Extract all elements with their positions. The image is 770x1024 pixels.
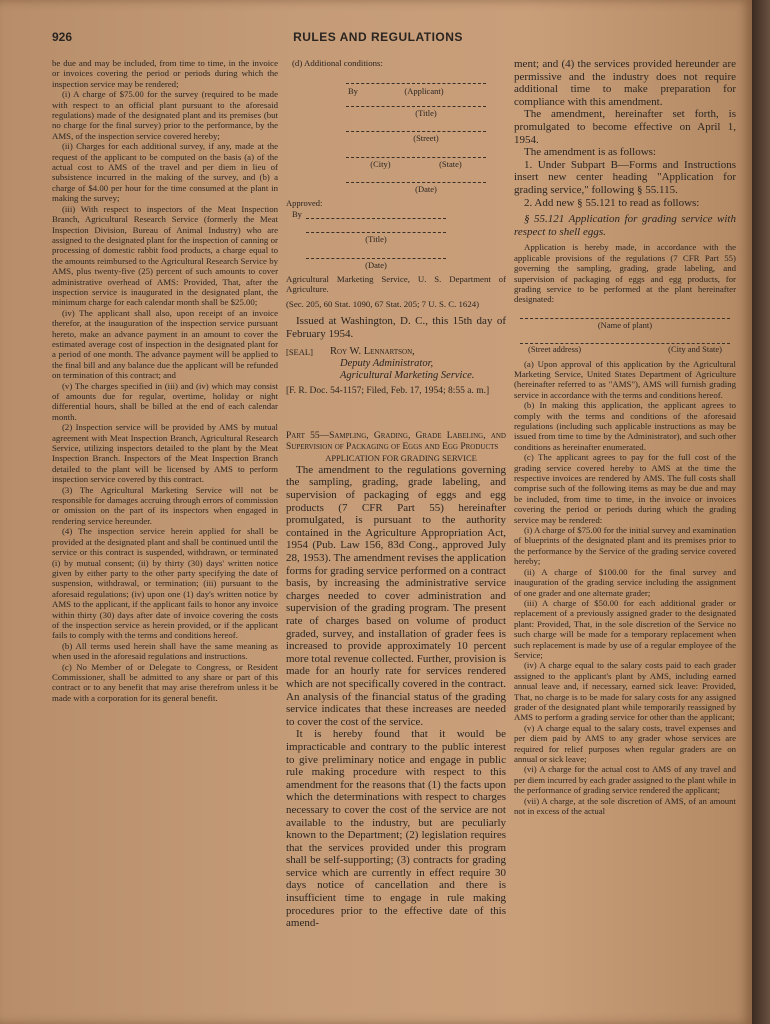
form-line [346,148,486,158]
paragraph: 1. Under Subpart B—Forms and Instructions insert new center heading "Application for grading service," following § 55.115. [514,158,736,196]
approved-by-row [286,209,506,219]
paragraph: (b) All terms used herein shall have the same meaning as when used in the aforesaid regulations and instructions. [52,640,278,662]
signer-title: Deputy Administrator, [340,358,434,370]
applicant-caption: (Applicant) [404,86,444,97]
street-caption: (Street) [413,133,439,144]
form-line [520,309,730,319]
paragraph: (ii) A charge of $100.00 for the final survey and inauguration of the grading service including the assignment of one grader and one alternate grader; [514,566,736,598]
form-line [346,74,486,84]
paragraph: (v) The charges specified in (iii) and (iv) which may consist of amounts due for regular, overtime, holiday or night differential hours, shall be billed at the end of each calendar month. [52,380,278,422]
approved-by-label: By [292,208,302,219]
approved-label: Approved: [286,198,323,209]
column-left [52,58,278,1008]
paragraph: (a) Upon approval of this application by the Agricultural Marketing Service, United States Department of Agriculture (hereinafter referred to as "AMS"), AMS will furnish grading service in accordance with the terms and conditions hereof. [514,358,736,400]
form-line [306,249,446,259]
paragraph: The amendment to the regulations governing the sampling, grading, grade labeling, and supervision of packaging of eggs and egg products (7 CFR Part 55) hereinafter promulgated, is pursuant to the authority contained in the Agriculture Appropriation Act, 1954 (Pub. Law 156, 83d Cong., approved July 28, 1953). The amendment revises the application forms for grading service performed on a contract basis, by increasing the administrative service charges needed to cover administration and supervision of the grading program. The present rate of charges based on volume of product graded, survey, and installation of grader fees is increased to provide approximately 10 percent more total revenue collected. Further, provision is made for an hourly rate for services rendered which are not specifically covered in the contract. An analysis of the financial status of the grading service indicates that these increases are needed to cover the cost of the service. [286,463,506,728]
city-state-caption: (City and State) [668,344,722,355]
paragraph: (vii) A charge, at the sole discretion of AMS, of an amount not in excess of the actual [514,795,736,817]
city-state-row [346,159,486,169]
paragraph: (3) The Agricultural Marketing Service will not be responsible for damages accruing through errors of commission or omission on the part of its inspectors when engaged in rendering service hereunder. [52,484,278,526]
paragraph: Application is hereby made, in accordance with the applicable provisions of the regulations (7 CFR Part 55) governing the sampling, grading, grade labeling, and supervision of packaging of eggs and egg products, for grading service to be performed at the plant hereinafter designated: [514,242,736,305]
agency-signature: Agricultural Marketing Service, U. S. Department of Agriculture. [286,274,506,295]
form-line [346,173,486,183]
form-line [520,334,730,344]
book-edge [752,0,770,1024]
signer-agency: Agricultural Marketing Service. [340,370,475,382]
signature-block [286,346,506,382]
city-caption: (City) [370,158,391,169]
form-line [306,210,446,219]
paragraph: be due and may be included, from time to time, in the invoice or invoices covering the period or periods during which the inspection service may be rendered; [52,58,278,89]
by-label: By [348,86,358,97]
title-caption: (Title) [415,107,437,118]
paragraph: ment; and (4) the services provided hereunder are permissive and the industry does not require additional time to make preparation for compliance with this amendment. [514,58,736,108]
paragraph: (b) In making this application, the applicant agrees to comply with the terms and conditions of the aforesaid regulations (including such applicable instructions as may be issued from time to time by the Administrator), and such other conditions as hereinafter enumerated. [514,400,736,452]
fr-doc-note: [F. R. Doc. 54-1157; Filed, Feb. 17, 1954; 8:55 a. m.] [286,386,490,397]
paragraph: (c) No Member of or Delegate to Congress, or Resident Commissioner, shall be admitted to any share or part of this contract or to any benefit that may arise therefrom unless it be made with a corporation for its general benefit. [52,661,278,703]
section-title: § 55.121 Application for grading service with respect to shell eggs. [514,213,736,238]
section-subheading: APPLICATION FOR GRADING SERVICE [325,453,477,464]
paragraph: (2) Inspection service will be provided by AMS by mutual agreement with Meat Inspection Branch, Agricultural Research Service, utilizing inspectors detailed to the plant by the Meat Inspection Branch. Inspectors of the Meat Inspection Branch detailed to the plant will be licensed by AMS to perform inspection service covered by this contract. [52,422,278,485]
column-middle [286,58,506,1008]
paragraph: (c) The applicant agrees to pay for the full cost of the grading service covered hereby to AMS at the time the respective invoices are rendered by AMS. The full costs shall comprise such of the following items as may be due and may be included, from time to time, in the invoice or invoices covering the period or periods during which the grading service may be rendered: [514,452,736,525]
form-line [346,97,486,107]
paragraph: (iv) The applicant shall also, upon receipt of an invoice therefor, at the inauguration of the inspection service pursuant hereto, make an advance payment in an amount to cover the estimated average cost of inspection in the designated plant for a period of one month. The advance payment will be applied to the final bill and any balance due the applicant will be refunded on termination of this contract; and [52,307,278,381]
approved-date-caption: (Date) [365,259,387,270]
paragraph: The amendment is as follows: [524,146,656,159]
state-caption: (State) [439,158,462,169]
running-title: RULES AND REGULATIONS [293,30,463,44]
form-line [306,223,446,233]
paragraph: (iii) With respect to inspectors of the Meat Inspection Branch, Agricultural Research Service (formerly the Meat Inspection Division, Bureau of Animal Industry) who are assigned to the designated plant for the inspection of canning or processing of domestic rabbit food products, a charge equal to the amounts reimbursed to the Agricultural Research Service by AMS, plus twenty-five (25) percent of such amounts to cover administrative overhead of AMS: Provided, That, after the inspection service is inaugurated in the designated plant, the minimum charge for each calendar month shall be $25.00; [52,203,278,308]
additional-conditions: (d) Additional conditions: [292,58,383,68]
paragraph: (ii) Charges for each additional survey, if any, made at the request of the applicant to be computed on the basis (a) of the actual cost to AMS of the travel and per diem in lieu of subsistence incurred in the making of the survey, and (b) a charge of $4.00 per hour for the time consumed at the plant in making the survey; [52,141,278,204]
paragraph: (iv) A charge equal to the salary costs paid to each grader assigned to the applicant's plant by AMS, including earned annual leave and, if necessary, earned sick leave: Provided, That, no charge is to be made for salary costs for any assigned grader of the designated plant while temporarily reassigned by AMS to perform a grading service for other than the applicant; [514,660,736,723]
date-caption: (Date) [415,184,437,195]
form-line [346,122,486,132]
paragraph: (iii) A charge of $50.00 for each additional grader or replacement of a previously assigned grader to the designated plant: Provided, That, in the sole discretion of the Service no such charge will be made for a temporary replacement when such replacement is made by use of a regular employee of the Service; [514,597,736,660]
issued-statement: Issued at Washington, D. C., this 15th day of February 1954. [286,315,506,340]
part-heading: Part 55—Sampling, Grading, Grade Labeling, and Supervision of Packaging of Eggs and Egg Products [286,431,506,453]
signer [330,346,474,382]
page-header [52,30,704,48]
page-number: 926 [52,30,73,44]
address-caption-row [514,344,736,354]
authority-citation: (Sec. 205, 60 Stat. 1090, 67 Stat. 205; 7 U. S. C. 1624) [286,298,480,309]
plant-name-caption: (Name of plant) [597,319,653,330]
by-row [286,86,506,96]
paragraph: (v) A charge equal to the salary costs, travel expenses and per diem paid by AMS to any grader whose services are required for relief purposes when regular graders are on annual or sick leave; [514,722,736,764]
paragraph: (vi) A charge for the actual cost to AMS of any travel and per diem incurred by each grader assigned to the plant while in the performance of grading service rendered the applicant; [514,764,736,796]
street-address-caption: (Street address) [528,344,582,355]
paragraph: The amendment, hereinafter set forth, is promulgated to become effective on April 1, 1954. [514,108,736,146]
seal-label: [SEAL] [286,347,313,358]
approved-title-caption: (Title) [365,234,387,245]
column-right [514,58,736,1008]
paragraph: It is hereby found that it would be impracticable and contrary to the public interest to give preliminary notice and engage in public rule making procedure with respect to this amendment for the reasons that (1) the facts upon which the determinations with respect to charges necessary to cover the cost of the service are not available to the industry, but are peculiarly known to the Department; (2) legislation requires that the services provided under this program shall be self-supporting; (3) contracts for grading service which are currently in effect require 30 days notice of cancellation and there is insufficient time to engage in rule making procedures prior to the effective date of this amend- [286,728,506,930]
paragraph: (i) A charge of $75.00 for the survey (required to be made with respect to an official plant pursuant to the aforesaid regulations) made of the designated plant and its premises (but no charge for the final survey) prior to the performance, by the AMS, of the inspection service covered hereby; [52,89,278,141]
paragraph: (i) A charge of $75.00 for the initial survey and examination of blueprints of the designated plant and its premises prior to the performance by the Service of the grading service covered hereby; [514,525,736,567]
paragraph: 2. Add new § 55.121 to read as follows: [524,196,700,209]
signer-name: Roy W. Lennartson, [330,346,415,358]
paragraph: (4) The inspection service herein applied for shall be provided at the designated plant and shall be continued until the service or this contract is suspended, withdrawn, or terminated (i) by mutual consent; (ii) by thirty (30) days' written notice given by either party to the other party specifying the date of suspension, withdrawal, or termination; (iii) pursuant to the aforesaid regulations; (iv) upon one (1) day's written notice by AMS to the applicant, if the applicant fails to honor any invoice within thirty (30) days after date of invoice covering the costs of the inspection service as herein provided, or if the applicant fails to comply with the terms and conditions hereof. [52,526,278,641]
